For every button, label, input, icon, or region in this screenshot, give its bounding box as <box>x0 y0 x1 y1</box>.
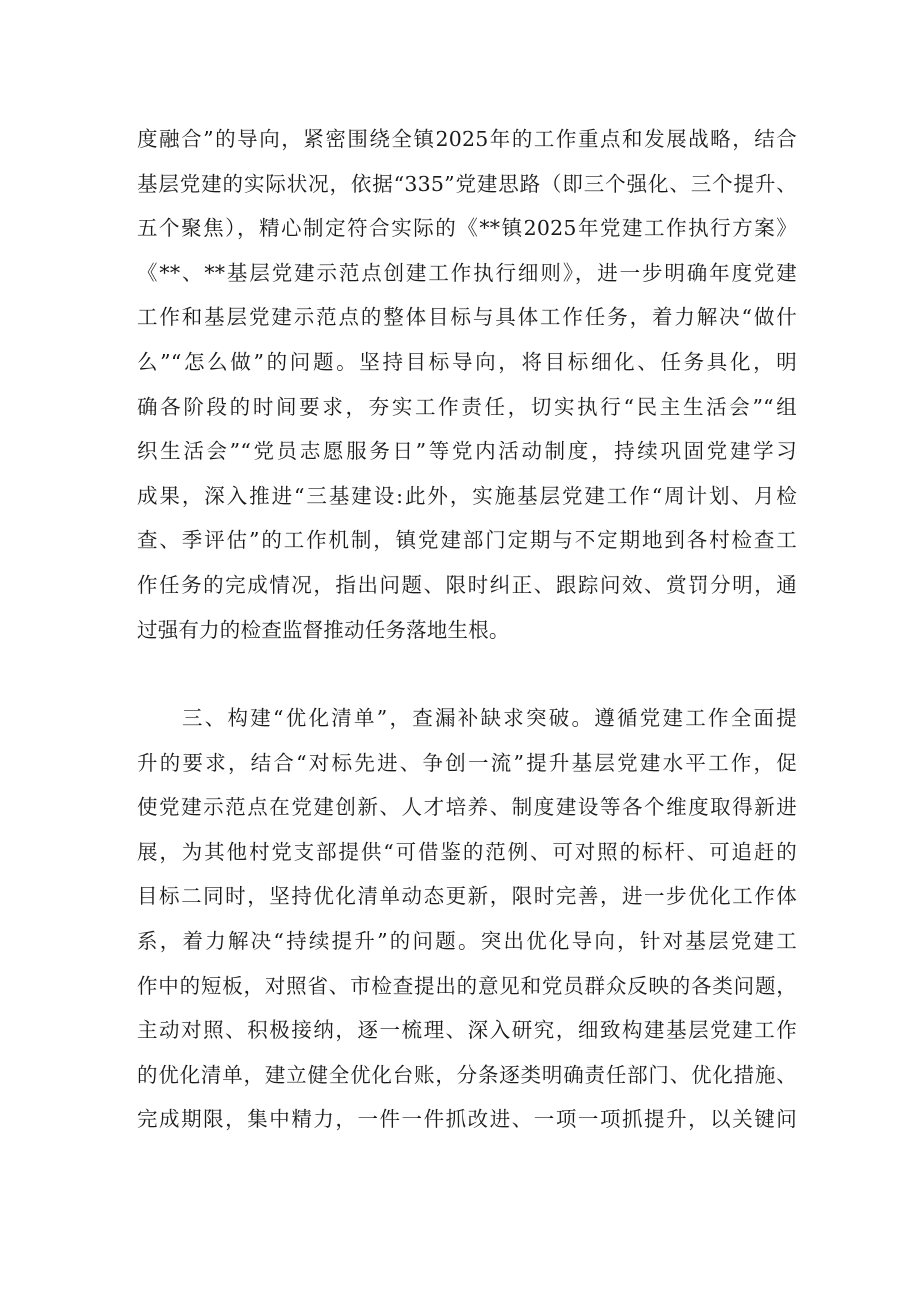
text-line: 完成期限，集中精力，一件一件抓改进、一项一项抓提升，以关键问 <box>137 1107 797 1132</box>
text-line: 工作和基层党建示范点的整体目标与具体工作任务，着力解决“做什 <box>137 305 797 330</box>
text-line: 度融合”的导向，紧密围绕全镇2025年的工作重点和发展战略，结合 <box>137 127 797 151</box>
paragraph-party-building-plan <box>137 117 797 652</box>
text-line: 查、季评估”的工作机制，镇党建部门定期与不定期地到各村检查工 <box>137 528 797 553</box>
text-line: 作任务的完成情况，指出问题、限时纠正、跟踪问效、赏罚分明，通 <box>137 572 797 597</box>
text-line: 《**、**基层党建示范点创建工作执行细则》，进一步明确年度党建 <box>137 260 797 285</box>
text-line: 的优化清单，建立健全优化台账，分条逐类明确责任部门、优化措施、 <box>137 1062 797 1087</box>
text-line: 过强有力的检查监督推动任务落地生根。 <box>137 617 510 642</box>
text-line: 目标二同时，坚持优化清单动态更新，限时完善，进一步优化工作体 <box>137 884 797 909</box>
text-line: 织生活会”“党员志愿服务日”等党内活动制度，持续巩固党建学习 <box>137 439 797 464</box>
text-line: 作中的短板，对照省、市检查提出的意见和党员群众反映的各类问题， <box>137 973 797 998</box>
text-line: 么”“怎么做”的问题。坚持目标导向，将目标细化、任务具化，明 <box>137 349 797 374</box>
section-heading-line: 三、构建“优化清单”，查漏补缺求突破。遵循党建工作全面提 <box>182 706 797 730</box>
text-line: 主动对照、积极接纳，逐一梳理、深入研究，细致构建基层党建工作 <box>137 1018 797 1043</box>
text-line: 使党建示范点在党建创新、人才培养、制度建设等各个维度取得新进 <box>137 795 797 820</box>
text-line: 系，着力解决“持续提升”的问题。突出优化导向，针对基层党建工 <box>137 928 797 953</box>
paragraph-optimization-list <box>137 696 797 1142</box>
text-line: 确各阶段的时间要求，夯实工作责任，切实执行“民主生活会”“组 <box>137 394 797 419</box>
text-line: 展，为其他村党支部提供“可借鉴的范例、可对照的标杆、可追赶的 <box>137 839 797 864</box>
text-line: 成果，深入推进“三基建设:此外，实施基层党建工作“周计划、月检 <box>137 483 797 508</box>
text-line: 基层党建的实际状况，依据“335”党建思路（即三个强化、三个提升、 <box>137 171 797 196</box>
text-line: 五个聚焦），精心制定符合实际的《**镇2025年党建工作执行方案》 <box>137 216 797 241</box>
text-line: 升的要求，结合“对标先进、争创一流”提升基层党建水平工作，促 <box>137 750 797 775</box>
